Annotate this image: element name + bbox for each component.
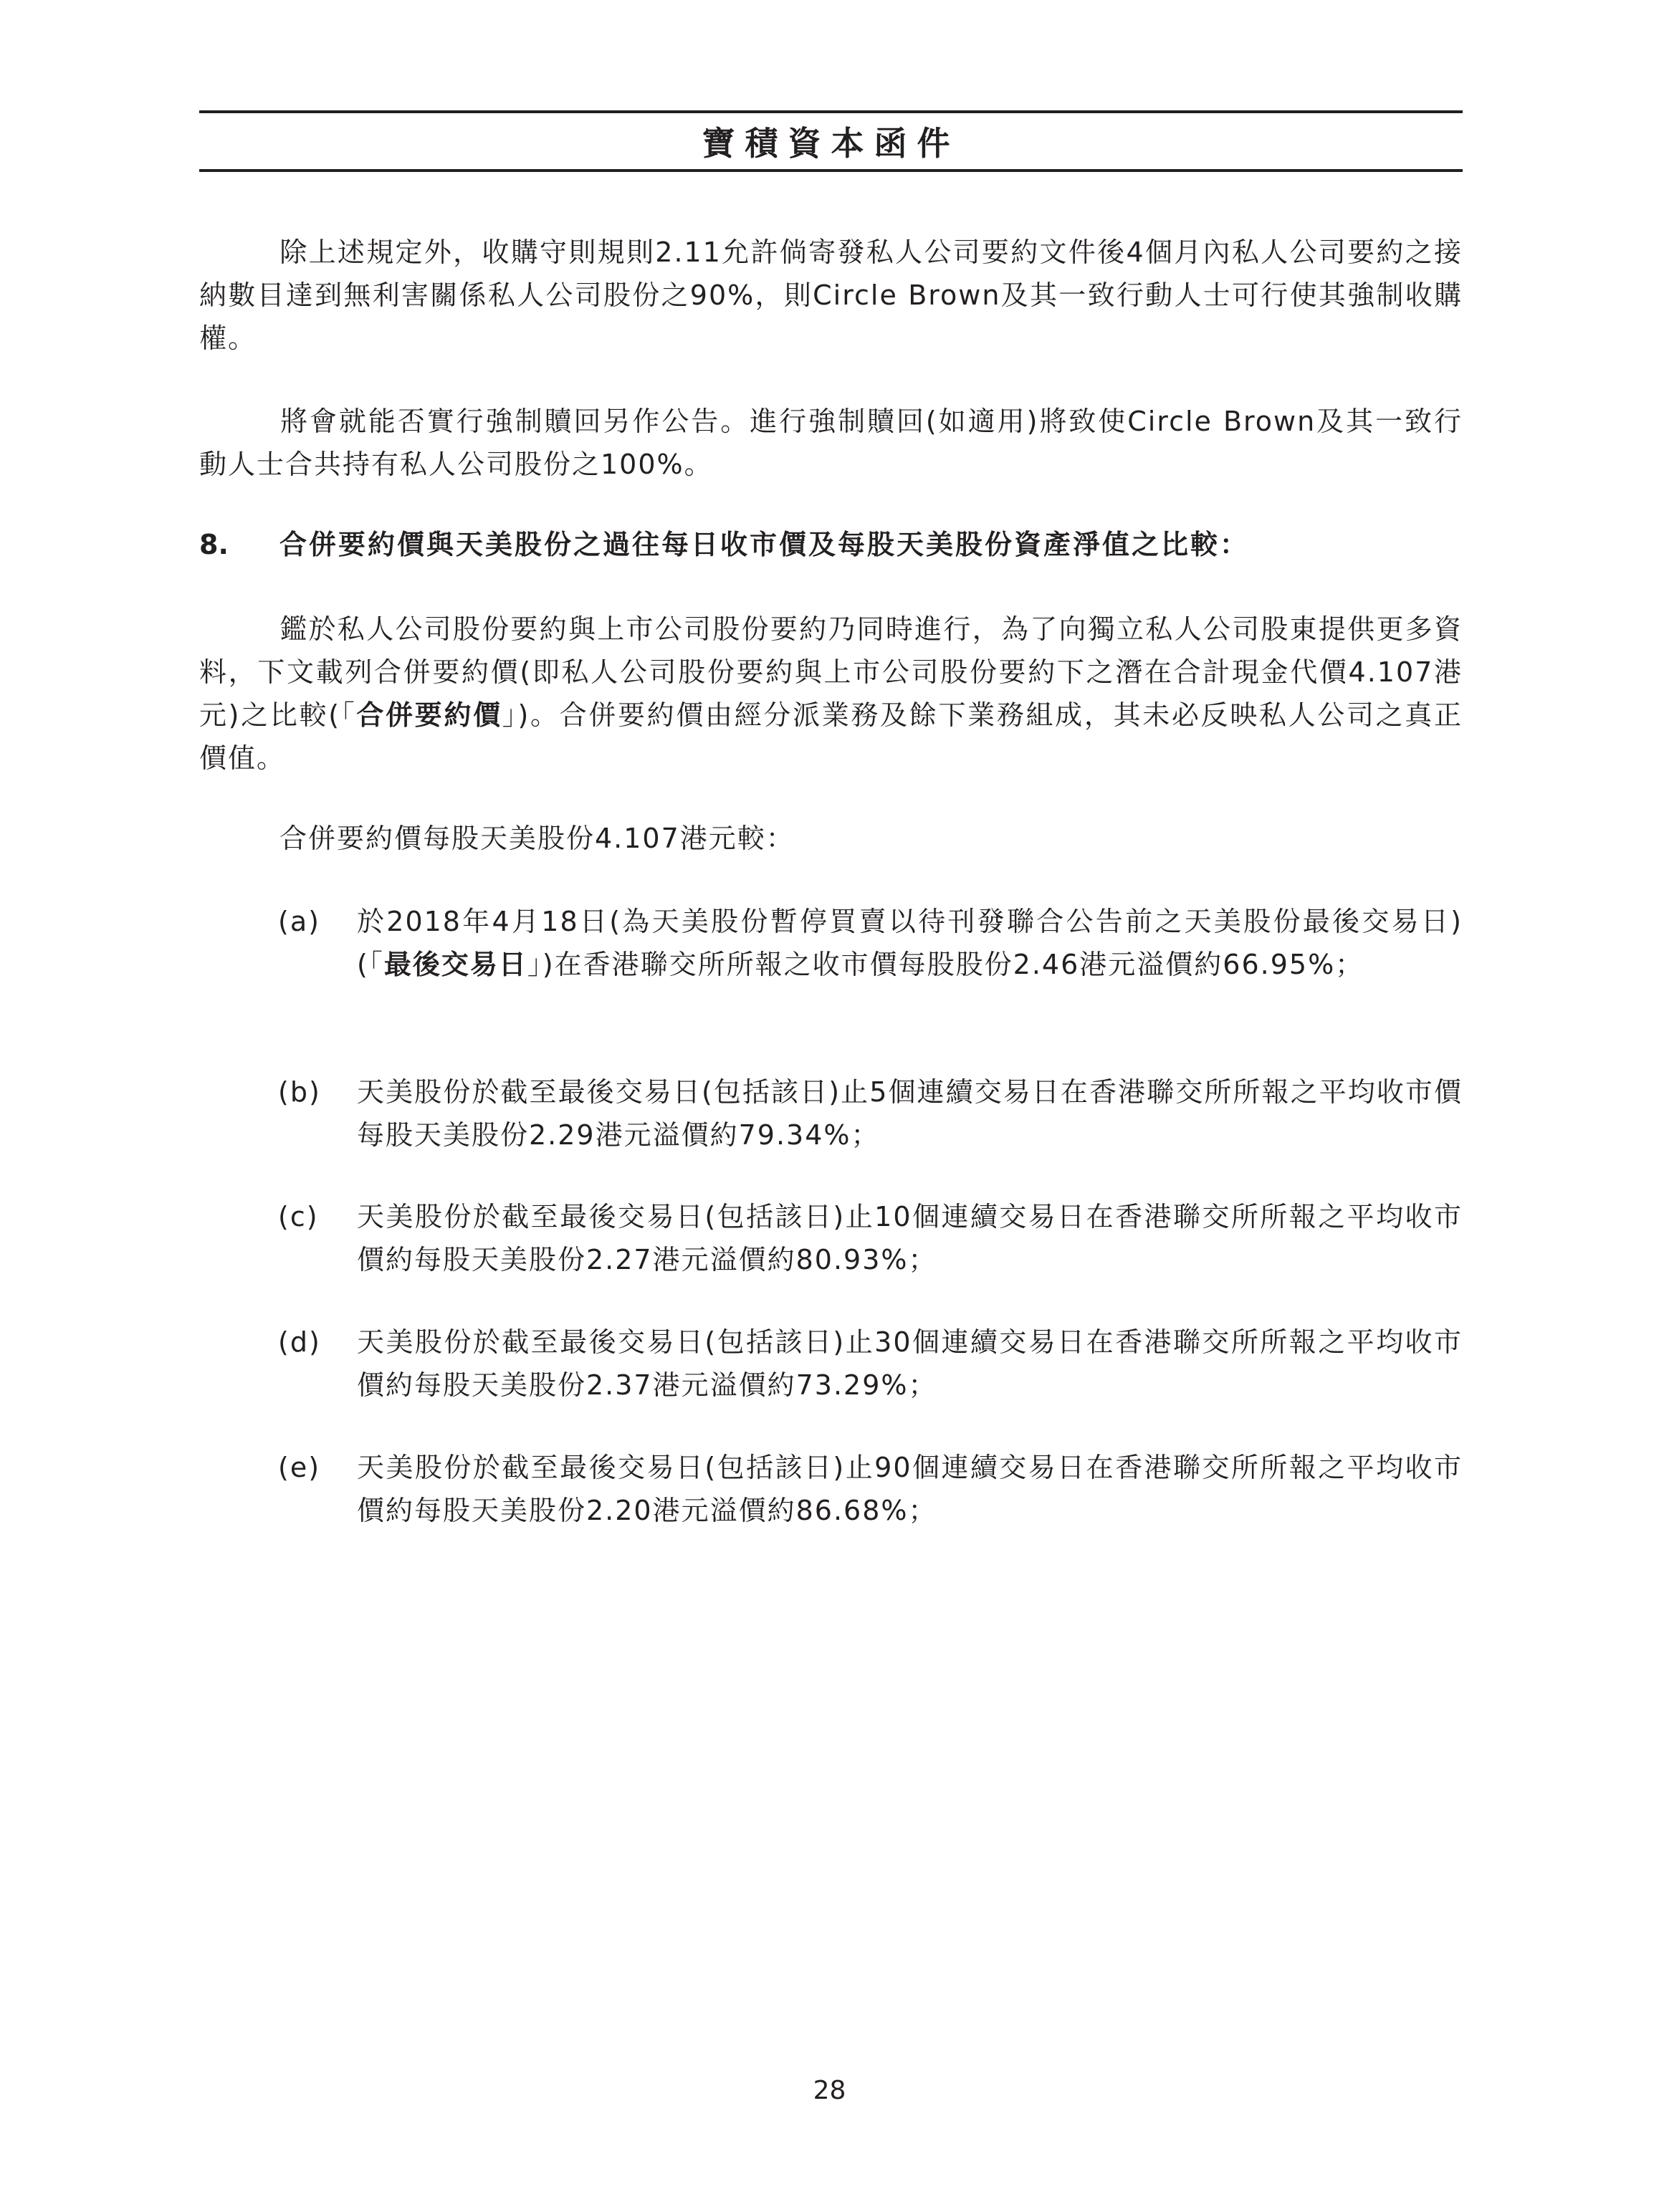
list-item-d — [278, 1321, 1463, 1407]
list-item-body — [357, 900, 1463, 986]
defined-term-last-trading-day: 最後交易日 — [383, 949, 527, 980]
paragraph-text-before: 鑑於私人公司股份要約與上市公司股份要約乃同時進行，為了向獨立私人公司股東提供更多資料，下文載列合併要約價(即私人公司股份要約與上市公司股份要約下之潛在合計現金代價4.107港元)之比較(「 — [199, 613, 1463, 731]
section-number: 8. — [199, 529, 229, 560]
paragraph-text-after: 」)。合併要約價由經分派業務及餘下業務組成，其未必反映私人公司之真正價值。 — [199, 699, 1463, 774]
section-title: 合併要約價與天美股份之過往每日收市價及每股天美股份資產淨值之比較： — [279, 529, 1250, 560]
list-marker: (d) — [278, 1326, 321, 1358]
list-item-body: 天美股份於截至最後交易日(包括該日)止5個連續交易日在香港聯交所所報之平均收市價每股天美股份2.29港元溢價約79.34%； — [357, 1076, 1463, 1151]
paragraph-compulsory-acquisition — [199, 231, 1463, 360]
list-marker: (b) — [278, 1076, 321, 1108]
header-top-rule — [199, 110, 1463, 113]
header-bottom-rule — [199, 169, 1463, 172]
list-marker: (e) — [278, 1452, 321, 1483]
paragraph-text: 除上述規定外，收購守則規則2.11允許倘寄發私人公司要約文件後4個月內私人公司要約之接納數目達到無利害關係私人公司股份之90%，則Circle Brown及其一致行動人士可行使其強制收購權。 — [199, 236, 1463, 354]
paragraph-compulsory-redemption — [199, 400, 1463, 486]
page-number: 28 — [813, 2076, 846, 2105]
paragraph-comparison-intro — [199, 817, 1463, 860]
section-heading — [199, 523, 1463, 566]
list-item-body: 天美股份於截至最後交易日(包括該日)止10個連續交易日在香港聯交所所報之平均收市價約每股天美股份2.27港元溢價約80.93%； — [357, 1201, 1463, 1275]
list-text-before: 於2018年4月18日(為天美股份暫停買賣以待刊發聯合公告前之天美股份最後交易日)(「 — [357, 906, 1463, 980]
list-item-a — [278, 900, 1463, 986]
list-marker: (a) — [278, 906, 320, 937]
list-item-body: 天美股份於截至最後交易日(包括該日)止90個連續交易日在香港聯交所所報之平均收市價約每股天美股份2.20港元溢價約86.68%； — [357, 1452, 1463, 1526]
page-header-title: 寶積資本函件 — [702, 124, 960, 163]
list-marker: (c) — [278, 1201, 319, 1232]
list-text-after: 」)在香港聯交所所報之收市價每股股份2.46港元溢價約66.95%； — [527, 949, 1364, 980]
list-item-body: 天美股份於截至最後交易日(包括該日)止30個連續交易日在香港聯交所所報之平均收市價約每股天美股份2.37港元溢價約73.29%； — [357, 1326, 1463, 1401]
list-item-e — [278, 1446, 1463, 1532]
defined-term-combined-offer-price: 合併要約價 — [356, 699, 502, 731]
paragraph-text: 將會就能否實行強制贖回另作公告。進行強制贖回(如適用)將致使Circle Brown及其一致行動人士合共持有私人公司股份之100%。 — [199, 406, 1463, 480]
paragraph-text: 合併要約價每股天美股份4.107港元較： — [279, 823, 795, 854]
list-item-b — [278, 1071, 1463, 1157]
list-item-c — [278, 1195, 1463, 1281]
paragraph-combined-offer-price — [199, 608, 1463, 780]
